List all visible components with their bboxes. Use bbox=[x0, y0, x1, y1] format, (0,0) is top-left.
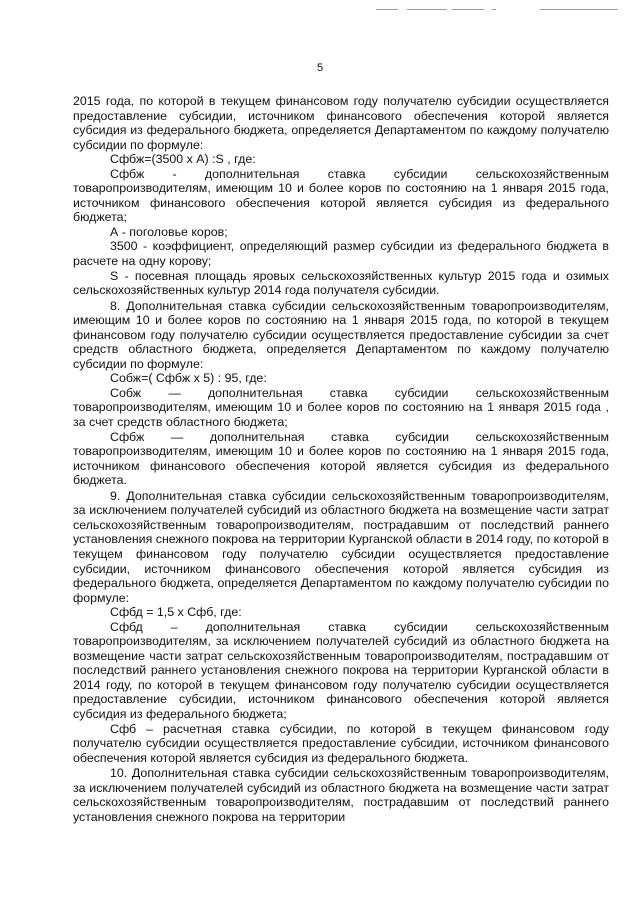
scan-edge-line bbox=[407, 9, 447, 10]
scan-edge-line bbox=[376, 9, 398, 10]
scan-edge-line bbox=[452, 9, 484, 10]
paragraph: 9. Дополнительная ставка субсидии сельскохозяйственным товаропроизводителям, за исключением получателей субсидий из областного бюджета на возмещение части затрат сельскохозяйственным товаропроизводителям, пострадавшим от последствий раннего установления снежного покрова на территории Курганской области в 2014 году, по которой в текущем финансовом году получателю субсидии осуществляется предоставление субсидии, источником финансового обеспечения которой является субсидия из федерального бюджета, определяется Департаментом по каждому получателю субсидии по формуле: bbox=[73, 488, 609, 605]
page-number: 5 bbox=[316, 62, 324, 74]
formula-line: Собж=( Сфбж х 5) : 95, где: bbox=[110, 371, 267, 386]
paragraph: А - поголовье коров; bbox=[110, 224, 228, 239]
paragraph: Сфб – расчетная ставка субсидии, по которой в текущем финансовом году получателю субсидии осуществляется предоставление субсидии, источником финансового обеспечения которой является субсидия из федерального бюджета. bbox=[73, 721, 609, 765]
formula-line: Сфбд = 1,5 х Сфб, где: bbox=[110, 605, 242, 620]
paragraph: 3500 - коэффициент, определяющий размер субсидии из федерального бюджета в расчете на одну корову; bbox=[73, 239, 609, 269]
paragraph: 10. Дополнительная ставка субсидии сельскохозяйственным товаропроизводителям, за исключением получателей субсидий из областного бюджета на возмещение части затрат сельскохозяйственным товаропроизводителям, пострадавшим от последствий раннего установления снежного покрова на территории bbox=[73, 766, 609, 824]
paragraph: 8. Дополнительная ставка субсидии сельскохозяйственным товаропроизводителям, имеющим 10 и более коров по состоянию на 1 января 2015 года, по которой в текущем финансовом году получателю субсидии осуществляется предоставление субсидии за счет средств областного бюджета, определяется Департаментом по каждому получателю субсидии по формуле: bbox=[73, 298, 609, 371]
paragraph: Сфбж - дополнительная ставка субсидии сельскохозяйственным товаропроизводителям, имеющим 10 и более коров по состоянию на 1 января 2015 года, источником финансового обеспечения которой является субсидия из федерального бюджета; bbox=[73, 166, 609, 225]
paragraph: 2015 года, по которой в текущем финансовом году получателю субсидии осуществляется предоставление субсидии, источником финансового обеспечения которой является субсидия из федерального бюджета, определяется Департаментом по каждому получателю субсидии по формуле: bbox=[73, 94, 609, 152]
paragraph: S - посевная площадь яровых сельскохозяйственных культур 2015 года и озимых сельскохозяйственных культур 2014 года получателя субсидии. bbox=[73, 268, 609, 298]
document-body bbox=[73, 94, 609, 824]
formula-line: Сфбж=(3500 х А) :S , где: bbox=[110, 152, 256, 167]
paragraph: Сфбд – дополнительная ставка субсидии сельскохозяйственным товаропроизводителям, за исключением получателей субсидий из областного бюджета на возмещение части затрат сельскохозяйственным товаропроизводителям, пострадавшим от последствий раннего установления снежного покрова на территории Курганской области в 2014 году, по которой в текущем финансовом году получателю субсидии осуществляется предоставление субсидии, источником финансового обеспечения которой является субсидия из федерального бюджета; bbox=[73, 619, 609, 721]
paragraph: Сфбж — дополнительная ставка субсидии сельскохозяйственным товаропроизводителям, имеющим 10 и более коров по состоянию на 1 января 2015 года, источником финансового обеспечения которой является субсидия из федерального бюджета. bbox=[73, 429, 609, 488]
scan-edge-line bbox=[492, 9, 496, 10]
scan-edge-line bbox=[540, 9, 618, 10]
paragraph: Собж — дополнительная ставка субсидии сельскохозяйственным товаропроизводителям, имеющим 10 и более коров по состоянию на 1 января 2015 года , за счет средств областного бюджета; bbox=[73, 385, 609, 430]
